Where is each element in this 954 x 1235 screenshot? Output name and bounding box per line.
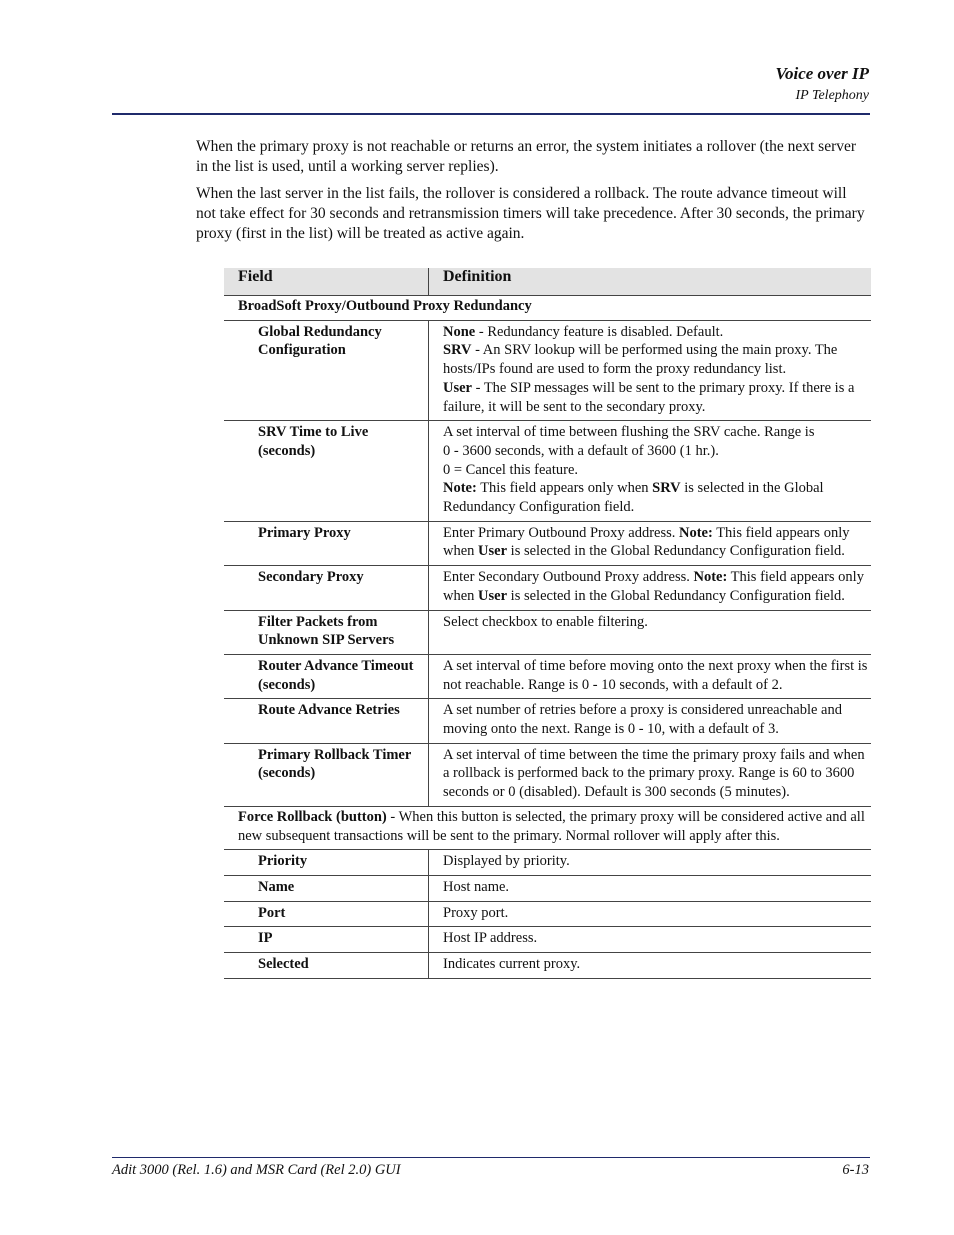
field-definition: Proxy port. — [429, 901, 872, 927]
field-name: Primary Proxy — [224, 521, 429, 565]
note-label: Note: — [443, 480, 477, 497]
field-name-line: Global Redundancy — [258, 323, 382, 340]
intro-paragraph-rollover: When the primary proxy is not reachable or returns an error, the system initiates a rollover (the next server in the list is used, until a working server replies). — [196, 138, 857, 175]
field-name — [224, 421, 429, 522]
field-name: Priority — [224, 850, 429, 876]
footer-page-number: 6-13 — [842, 1162, 869, 1178]
note-keyword: SRV — [652, 480, 681, 497]
table-row-primary-rollback-timer — [224, 743, 871, 806]
note-label: Note: — [693, 569, 728, 586]
definition-text: This field appears only when — [443, 569, 864, 604]
field-definition: A set interval of time between the time the primary proxy fails and when a rollback is performed back to the primary proxy. Range is 60 to 3600 seconds or 0 (disabled). Default is 300 seconds (5 minutes). — [429, 743, 872, 806]
footer-rule — [112, 1157, 870, 1158]
definition-text: This field appears only when — [443, 524, 850, 560]
header-rule — [112, 113, 870, 115]
table-row-router-advance-timeout — [224, 654, 871, 698]
definition-text: Enter Primary Outbound Proxy address. — [443, 524, 679, 541]
intro-paragraph-rollback: When the last server in the list fails, the rollover is considered a rollback. The route advance timeout will not take effect for 30 seconds and retransmission timers will take precedence. After 30 seconds, the primary proxy (first in the list) will be treated as active again. — [196, 185, 865, 242]
column-header-definition: Definition — [429, 268, 872, 296]
table-row-primary-proxy — [224, 521, 871, 565]
header-chapter-title: Voice over IP — [775, 64, 869, 83]
table-row-route-advance-retries — [224, 699, 871, 743]
note-text: This field appears only when — [476, 480, 653, 497]
table-row-ip — [224, 927, 871, 953]
force-rollback-label: Force Rollback (button) — [238, 808, 387, 825]
field-definition: Indicates current proxy. — [429, 953, 872, 979]
field-definition — [429, 566, 872, 610]
option-label: User — [443, 379, 472, 396]
field-name: Selected — [224, 953, 429, 979]
field-definition: Host IP address. — [429, 927, 872, 953]
field-name-line: Configuration — [258, 342, 346, 359]
field-definition — [429, 521, 872, 565]
force-rollback-description — [224, 806, 871, 849]
field-name — [224, 743, 429, 806]
field-name — [224, 654, 429, 698]
field-name-line: Primary Rollback Timer — [258, 746, 412, 763]
table-row-global-redundancy — [224, 320, 871, 421]
table-header-row — [224, 268, 871, 296]
field-definition: Displayed by priority. — [429, 850, 872, 876]
field-name-line: (seconds) — [258, 765, 316, 782]
field-definition: Select checkbox to enable filtering. — [429, 610, 872, 654]
field-definition — [429, 421, 872, 522]
field-definition: A set number of retries before a proxy is considered unreachable and moving onto the next. Range is 0 - 10, with a default of 3. — [429, 699, 872, 743]
field-name-line: Router Advance Timeout — [258, 657, 414, 674]
note-text: is selected in the Global Redundancy Configuration field. — [443, 480, 824, 516]
option-label: SRV — [443, 342, 472, 359]
table-row-srv-ttl — [224, 421, 871, 522]
table-row-selected — [224, 953, 871, 979]
field-name: Port — [224, 901, 429, 927]
section-title: BroadSoft Proxy/Outbound Proxy Redundancy — [224, 296, 871, 321]
definition-text: 0 = Cancel this feature. — [443, 461, 579, 478]
field-name: IP — [224, 927, 429, 953]
note-keyword: User — [478, 587, 508, 604]
footer-document-title: Adit 3000 (Rel. 1.6) and MSR Card (Rel 2.0) GUI — [112, 1162, 401, 1178]
field-name-line: (seconds) — [258, 676, 316, 693]
table-row-filter-packets — [224, 610, 871, 654]
table-row-priority — [224, 850, 871, 876]
field-definition: Host name. — [429, 875, 872, 901]
field-name: Route Advance Retries — [224, 699, 429, 743]
option-text: - Redundancy feature is disabled. Default. — [475, 323, 724, 340]
option-text: - An SRV lookup will be performed using the main proxy. The hosts/IPs found are used to form the proxy redundancy list. — [443, 342, 838, 378]
table-section-row — [224, 296, 871, 321]
table-row-name — [224, 875, 871, 901]
field-name: Secondary Proxy — [224, 566, 429, 610]
table-row-port — [224, 901, 871, 927]
definition-text: Enter Secondary Outbound Proxy address. — [443, 569, 694, 586]
field-definition: A set interval of time before moving onto the next proxy when the first is not reachable. Range is 0 - 10 seconds, with a default of 2. — [429, 654, 872, 698]
field-name — [224, 320, 429, 421]
definition-text: 0 - 3600 seconds, with a default of 3600 (1 hr.). — [443, 442, 719, 459]
definition-text: A set interval of time between flushing the SRV cache. Range is — [443, 424, 815, 441]
header-section-subtitle: IP Telephony — [795, 88, 869, 103]
field-name-line: SRV Time to Live — [258, 424, 369, 441]
table-row-force-rollback — [224, 806, 871, 849]
force-rollback-text: - When this button is selected, the primary proxy will be considered active and all new subsequent transactions will be sent to the primary. Normal rollover will apply after this. — [238, 808, 865, 844]
definition-text: is selected in the Global Redundancy Configuration field. — [507, 543, 845, 560]
option-text: - The SIP messages will be sent to the primary proxy. If there is a failure, it will be sent to the secondary proxy. — [443, 379, 855, 415]
field-name — [224, 610, 429, 654]
field-name-line: Unknown SIP Servers — [258, 632, 395, 649]
note-label: Note: — [679, 524, 713, 541]
field-name: Name — [224, 875, 429, 901]
column-header-field: Field — [224, 268, 429, 296]
note-keyword: User — [478, 543, 508, 560]
field-definition — [429, 320, 872, 421]
field-name-line: Filter Packets from — [258, 613, 378, 630]
definition-text: is selected in the Global Redundancy Configuration field. — [507, 587, 845, 604]
table-row-secondary-proxy — [224, 566, 871, 610]
field-definition-table — [224, 268, 871, 979]
field-name-line: (seconds) — [258, 442, 316, 459]
option-label: None — [443, 323, 476, 340]
